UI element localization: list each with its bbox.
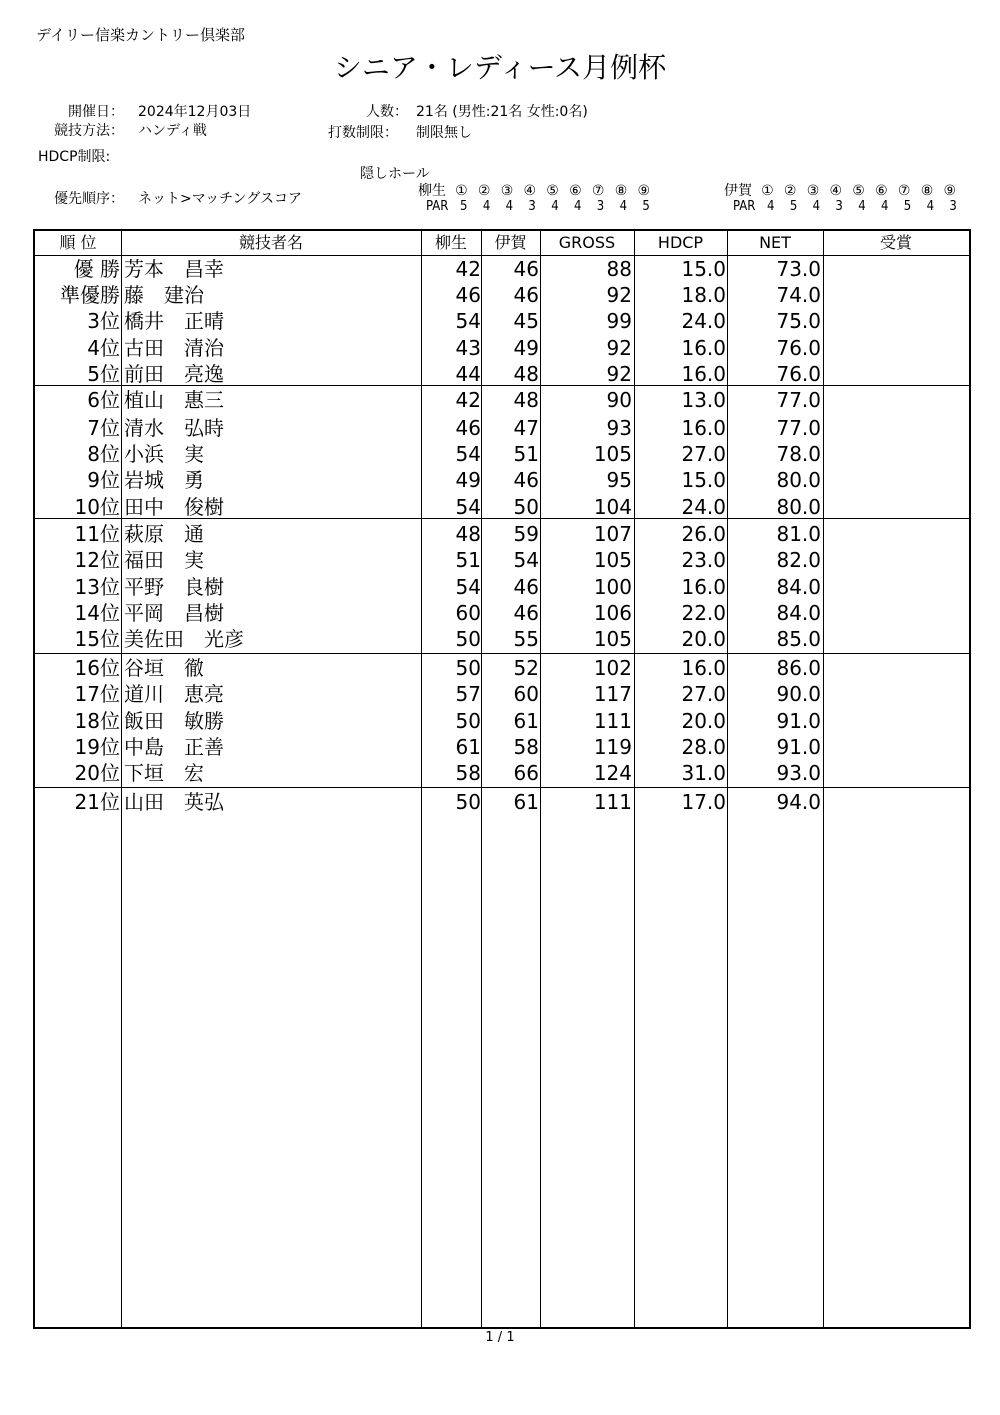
table-row bbox=[35, 734, 969, 760]
cell-gross: 102 bbox=[593, 656, 632, 680]
cell-rank: 12位 bbox=[74, 548, 120, 572]
cell-gross: 105 bbox=[593, 442, 632, 466]
hidden-hole-label: 隠しホール bbox=[360, 166, 430, 182]
cell-iga: 58 bbox=[513, 735, 539, 759]
cell-name: 藤 建治 bbox=[124, 283, 204, 307]
yanagi-hole-par-1: 5 bbox=[460, 199, 468, 214]
yanagi-par-label: PAR bbox=[426, 199, 449, 214]
cell-gross: 92 bbox=[606, 283, 632, 307]
cell-yanagi: 51 bbox=[455, 548, 481, 572]
people-value: 21名 (男性:21名 女性:0名) bbox=[416, 104, 588, 120]
cell-net: 73.0 bbox=[776, 257, 821, 281]
iga-hole-number-1: ① bbox=[761, 183, 774, 199]
cell-iga: 59 bbox=[513, 522, 539, 546]
cell-hdcp: 13.0 bbox=[681, 388, 726, 412]
cell-rank: 15位 bbox=[74, 627, 120, 651]
cell-gross: 124 bbox=[593, 761, 632, 785]
iga-hole-number-2: ② bbox=[783, 183, 797, 199]
page-number: 1 / 1 bbox=[485, 1330, 515, 1345]
header-hdcp: HDCP bbox=[657, 233, 704, 252]
cell-yanagi: 57 bbox=[455, 682, 481, 706]
yanagi-hole-row bbox=[418, 180, 655, 200]
yanagi-hole-number-4: ④ bbox=[523, 183, 537, 199]
table-row bbox=[35, 494, 969, 520]
yanagi-hole-par-9: 5 bbox=[642, 199, 650, 214]
cell-name: 中島 正善 bbox=[124, 735, 224, 759]
cell-hdcp: 27.0 bbox=[681, 442, 726, 466]
cell-net: 85.0 bbox=[776, 627, 821, 651]
cell-hdcp: 16.0 bbox=[681, 362, 726, 386]
cell-net: 76.0 bbox=[776, 336, 821, 360]
cell-hdcp: 22.0 bbox=[681, 601, 726, 625]
yanagi-hole-par-2: 4 bbox=[482, 199, 491, 214]
cell-yanagi: 50 bbox=[455, 790, 481, 814]
date-label: 開催日： bbox=[68, 104, 124, 120]
cell-net: 91.0 bbox=[776, 709, 821, 733]
cell-gross: 106 bbox=[593, 601, 632, 625]
iga-par-row bbox=[733, 199, 965, 214]
yanagi-label: 柳生 bbox=[418, 183, 446, 199]
iga-hole-par-1: 4 bbox=[767, 199, 775, 214]
cell-hdcp: 24.0 bbox=[681, 309, 726, 333]
cell-yanagi: 54 bbox=[455, 309, 481, 333]
cell-hdcp: 27.0 bbox=[681, 682, 726, 706]
cell-net: 77.0 bbox=[776, 388, 821, 412]
cell-iga: 61 bbox=[513, 709, 539, 733]
cell-gross: 92 bbox=[606, 336, 632, 360]
cell-rank: 17位 bbox=[74, 682, 120, 706]
cell-iga: 49 bbox=[513, 336, 539, 360]
cell-yanagi: 49 bbox=[455, 468, 481, 492]
cell-name: 前田 亮逸 bbox=[124, 362, 224, 386]
cell-net: 75.0 bbox=[776, 309, 821, 333]
method-label: 競技方法： bbox=[54, 123, 124, 139]
cell-yanagi: 60 bbox=[455, 601, 481, 625]
cell-net: 81.0 bbox=[776, 522, 821, 546]
table-row bbox=[35, 708, 969, 734]
cell-name: 下垣 宏 bbox=[124, 761, 204, 785]
cell-iga: 66 bbox=[513, 761, 539, 785]
cell-rank: 20位 bbox=[74, 761, 120, 785]
results-table bbox=[33, 229, 971, 1329]
table-row bbox=[35, 789, 969, 815]
iga-label: 伊賀 bbox=[724, 183, 752, 199]
cell-net: 90.0 bbox=[776, 682, 821, 706]
cell-net: 78.0 bbox=[776, 442, 821, 466]
yanagi-hole-number-8: ⑧ bbox=[614, 183, 628, 199]
table-row bbox=[35, 600, 969, 626]
cell-hdcp: 15.0 bbox=[681, 257, 726, 281]
cell-name: 植山 惠三 bbox=[124, 388, 224, 412]
cell-name: 美佐田 光彦 bbox=[124, 627, 244, 651]
iga-par-label: PAR bbox=[733, 199, 756, 214]
cell-iga: 46 bbox=[513, 468, 539, 492]
iga-hole-number-3: ③ bbox=[806, 183, 820, 199]
cell-yanagi: 46 bbox=[455, 283, 481, 307]
cell-gross: 105 bbox=[593, 627, 632, 651]
cell-yanagi: 44 bbox=[455, 362, 481, 386]
cell-rank: 6位 bbox=[87, 388, 120, 412]
cell-name: 飯田 敏勝 bbox=[124, 709, 224, 733]
cell-iga: 55 bbox=[513, 627, 539, 651]
yanagi-hole-number-9: ⑨ bbox=[637, 183, 651, 199]
priority-label: 優先順序： bbox=[54, 191, 124, 207]
cell-name: 萩原 通 bbox=[124, 522, 204, 546]
priority-value: ネット>マッチングスコア bbox=[138, 191, 303, 207]
cell-gross: 99 bbox=[606, 309, 632, 333]
cell-rank: 準優勝 bbox=[60, 283, 120, 307]
table-row bbox=[35, 256, 969, 282]
iga-hole-row bbox=[724, 180, 961, 200]
yanagi-hole-number-6: ⑥ bbox=[569, 183, 582, 199]
cell-net: 84.0 bbox=[776, 601, 821, 625]
table-row bbox=[35, 574, 969, 600]
cell-yanagi: 43 bbox=[455, 336, 481, 360]
iga-hole-number-7: ⑦ bbox=[897, 183, 911, 199]
cell-iga: 48 bbox=[513, 388, 539, 412]
cell-net: 94.0 bbox=[776, 790, 821, 814]
table-row bbox=[35, 282, 969, 308]
cell-gross: 105 bbox=[593, 548, 632, 572]
yanagi-hole-number-1: ① bbox=[455, 183, 468, 199]
cell-yanagi: 42 bbox=[455, 257, 481, 281]
cell-yanagi: 50 bbox=[455, 709, 481, 733]
cell-yanagi: 54 bbox=[455, 575, 481, 599]
cell-gross: 100 bbox=[593, 575, 632, 599]
cell-net: 91.0 bbox=[776, 735, 821, 759]
yanagi-hole-par-3: 4 bbox=[505, 199, 514, 214]
cell-iga: 46 bbox=[513, 283, 539, 307]
yanagi-hole-par-4: 3 bbox=[528, 199, 536, 214]
cell-hdcp: 16.0 bbox=[681, 336, 726, 360]
cell-name: 小浜 実 bbox=[124, 442, 204, 466]
cell-yanagi: 61 bbox=[455, 735, 481, 759]
cell-rank: 4位 bbox=[87, 336, 120, 360]
cell-iga: 45 bbox=[513, 309, 539, 333]
table-row bbox=[35, 387, 969, 413]
cell-rank: 5位 bbox=[87, 362, 120, 386]
cell-hdcp: 24.0 bbox=[681, 495, 726, 519]
yanagi-hole-number-5: ⑤ bbox=[546, 183, 559, 199]
iga-hole-number-6: ⑥ bbox=[875, 183, 888, 199]
cell-net: 84.0 bbox=[776, 575, 821, 599]
cell-rank: 16位 bbox=[74, 656, 120, 680]
header-net: NET bbox=[759, 233, 791, 252]
yanagi-hole-par-7: 3 bbox=[596, 199, 605, 214]
cell-hdcp: 26.0 bbox=[681, 522, 726, 546]
table-row bbox=[35, 760, 969, 786]
cell-iga: 51 bbox=[513, 442, 539, 466]
cell-rank: 21位 bbox=[74, 790, 120, 814]
iga-hole-number-9: ⑨ bbox=[943, 183, 957, 199]
table-row bbox=[35, 626, 969, 652]
yanagi-hole-number-3: ③ bbox=[500, 183, 514, 199]
cell-gross: 90 bbox=[606, 388, 632, 412]
cell-net: 77.0 bbox=[776, 416, 821, 440]
cell-hdcp: 16.0 bbox=[681, 575, 726, 599]
club-name: デイリー信楽カントリー倶楽部 bbox=[36, 26, 245, 44]
cell-yanagi: 50 bbox=[455, 656, 481, 680]
cell-yanagi: 48 bbox=[455, 522, 481, 546]
cell-iga: 47 bbox=[513, 416, 539, 440]
cell-yanagi: 58 bbox=[455, 761, 481, 785]
cell-net: 93.0 bbox=[776, 761, 821, 785]
cell-name: 岩城 勇 bbox=[124, 468, 204, 492]
header-rank: 順 位 bbox=[59, 233, 97, 252]
cell-hdcp: 20.0 bbox=[681, 709, 726, 733]
iga-hole-par-7: 5 bbox=[903, 199, 912, 214]
cell-net: 82.0 bbox=[776, 548, 821, 572]
cell-name: 谷垣 徹 bbox=[124, 656, 204, 680]
cell-yanagi: 54 bbox=[455, 495, 481, 519]
yanagi-hole-par-5: 4 bbox=[551, 199, 559, 214]
yanagi-hole-number-2: ② bbox=[477, 183, 491, 199]
iga-hole-par-8: 4 bbox=[926, 199, 935, 214]
table-row bbox=[35, 547, 969, 573]
yanagi-hole-par-8: 4 bbox=[619, 199, 628, 214]
table-row bbox=[35, 361, 969, 387]
cell-hdcp: 16.0 bbox=[681, 416, 726, 440]
iga-hole-par-3: 4 bbox=[812, 199, 821, 214]
cell-yanagi: 42 bbox=[455, 388, 481, 412]
table-row bbox=[35, 655, 969, 681]
date-value: 2024年12月03日 bbox=[138, 104, 252, 120]
cell-gross: 88 bbox=[606, 257, 632, 281]
table-row bbox=[35, 467, 969, 493]
iga-hole-number-5: ⑤ bbox=[852, 183, 865, 199]
cell-net: 76.0 bbox=[776, 362, 821, 386]
cell-net: 80.0 bbox=[776, 495, 821, 519]
cell-yanagi: 50 bbox=[455, 627, 481, 651]
cell-gross: 111 bbox=[593, 709, 632, 733]
cell-hdcp: 28.0 bbox=[681, 735, 726, 759]
cell-hdcp: 20.0 bbox=[681, 627, 726, 651]
cell-rank: 10位 bbox=[74, 495, 120, 519]
cell-rank: 19位 bbox=[74, 735, 120, 759]
header-name: 競技者名 bbox=[238, 233, 303, 252]
iga-hole-par-6: 4 bbox=[881, 199, 889, 214]
header-award: 受賞 bbox=[879, 233, 912, 252]
cell-gross: 92 bbox=[606, 362, 632, 386]
cell-yanagi: 54 bbox=[455, 442, 481, 466]
cell-net: 86.0 bbox=[776, 656, 821, 680]
page-title: シニア・レディース月例杯 bbox=[333, 51, 667, 84]
cell-name: 田中 俊樹 bbox=[124, 495, 224, 519]
cell-iga: 48 bbox=[513, 362, 539, 386]
cell-hdcp: 31.0 bbox=[681, 761, 726, 785]
stroke-limit-value: 制限無し bbox=[416, 125, 472, 141]
cell-net: 80.0 bbox=[776, 468, 821, 492]
table-row bbox=[35, 441, 969, 467]
people-label: 人数： bbox=[366, 104, 408, 120]
cell-hdcp: 15.0 bbox=[681, 468, 726, 492]
cell-gross: 93 bbox=[606, 416, 632, 440]
header-gross: GROSS bbox=[558, 233, 616, 252]
cell-gross: 95 bbox=[606, 468, 632, 492]
table-row bbox=[35, 521, 969, 547]
cell-name: 古田 清治 bbox=[124, 336, 224, 360]
cell-iga: 46 bbox=[513, 601, 539, 625]
yanagi-par-row bbox=[426, 199, 658, 214]
cell-iga: 46 bbox=[513, 575, 539, 599]
cell-name: 道川 恵亮 bbox=[124, 682, 224, 706]
iga-hole-par-2: 5 bbox=[789, 199, 798, 214]
yanagi-hole-number-7: ⑦ bbox=[591, 183, 605, 199]
cell-gross: 107 bbox=[593, 522, 632, 546]
cell-name: 平野 良樹 bbox=[124, 575, 224, 599]
cell-rank: 優 勝 bbox=[73, 257, 120, 281]
cell-name: 山田 英弘 bbox=[124, 790, 224, 814]
cell-rank: 18位 bbox=[74, 709, 120, 733]
iga-hole-par-5: 4 bbox=[858, 199, 866, 214]
cell-name: 芳本 昌幸 bbox=[124, 257, 224, 281]
iga-hole-number-4: ④ bbox=[829, 183, 843, 199]
cell-iga: 54 bbox=[513, 548, 539, 572]
cell-rank: 8位 bbox=[87, 442, 120, 466]
table-row bbox=[35, 308, 969, 334]
cell-hdcp: 16.0 bbox=[681, 656, 726, 680]
cell-name: 橋井 正晴 bbox=[124, 309, 224, 333]
cell-rank: 7位 bbox=[87, 416, 120, 440]
cell-gross: 117 bbox=[593, 682, 632, 706]
cell-name: 平岡 昌樹 bbox=[124, 601, 224, 625]
cell-name: 福田 実 bbox=[124, 548, 204, 572]
cell-iga: 46 bbox=[513, 257, 539, 281]
cell-hdcp: 18.0 bbox=[681, 283, 726, 307]
cell-rank: 3位 bbox=[87, 309, 120, 333]
cell-rank: 14位 bbox=[74, 601, 120, 625]
cell-rank: 9位 bbox=[87, 468, 120, 492]
table-row bbox=[35, 681, 969, 707]
header-yanagi: 柳生 bbox=[434, 233, 467, 252]
cell-iga: 61 bbox=[513, 790, 539, 814]
cell-yanagi: 46 bbox=[455, 416, 481, 440]
yanagi-hole-par-6: 4 bbox=[574, 199, 582, 214]
iga-hole-par-4: 3 bbox=[835, 199, 843, 214]
cell-name: 清水 弘時 bbox=[124, 416, 224, 440]
method-value: ハンディ戦 bbox=[138, 123, 207, 139]
cell-iga: 60 bbox=[513, 682, 539, 706]
cell-iga: 52 bbox=[513, 656, 539, 680]
iga-hole-par-9: 3 bbox=[949, 199, 957, 214]
cell-rank: 11位 bbox=[74, 522, 120, 546]
cell-gross: 119 bbox=[593, 735, 632, 759]
iga-hole-number-8: ⑧ bbox=[920, 183, 934, 199]
cell-net: 74.0 bbox=[776, 283, 821, 307]
cell-hdcp: 17.0 bbox=[681, 790, 726, 814]
hdcp-limit-label: HDCP制限: bbox=[38, 149, 111, 165]
cell-gross: 104 bbox=[593, 495, 632, 519]
cell-hdcp: 23.0 bbox=[681, 548, 726, 572]
stroke-limit-label: 打数制限： bbox=[328, 125, 398, 141]
table-row bbox=[35, 335, 969, 361]
table-row bbox=[35, 415, 969, 441]
header-iga: 伊賀 bbox=[494, 233, 527, 252]
cell-rank: 13位 bbox=[74, 575, 120, 599]
cell-iga: 50 bbox=[513, 495, 539, 519]
cell-gross: 111 bbox=[593, 790, 632, 814]
